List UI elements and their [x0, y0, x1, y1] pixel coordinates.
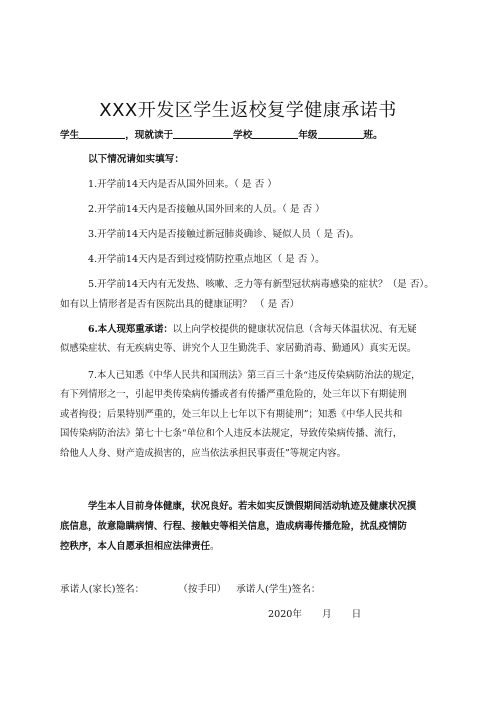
question-1: 1.开学前14天内是否从国外回来。（ 是 否 ）	[88, 179, 277, 190]
item-7-line5: 给他人人身、财产造成损害的，应当依法承担民事责任”等规定内容。	[60, 447, 347, 459]
grade-label: 年级	[298, 130, 318, 141]
item-6-line1: 以上向学校提供的健康状况信息（含每天体温状况、有无疑	[172, 324, 417, 335]
signature-line	[60, 581, 320, 595]
question-4: 4.开学前14天内是否到过疫情防控重点地区（ 是 否 ）。	[88, 254, 325, 265]
item-6-paragraph	[60, 320, 440, 359]
student-name-blank[interactable]	[79, 128, 125, 139]
commitment-paragraph	[60, 497, 440, 557]
item-6-lead: 6.本人现郑重承诺：	[88, 324, 173, 335]
current-school-label: ，现就读于	[125, 130, 174, 141]
question-3: 3.开学前14天内是否接触过新冠肺炎确诊、疑似人员（ 是 否)。	[88, 229, 360, 240]
fingerprint-label: （按手印）	[178, 584, 227, 595]
date-month: 月	[322, 609, 332, 620]
date-day: 日	[351, 609, 362, 620]
student-label: 学生	[60, 130, 80, 141]
grade-blank[interactable]	[252, 128, 298, 139]
commitment-line3: 控秩序，本人自愿承担相应法律责任	[60, 541, 211, 552]
item-6-line2: 似感染症状、有无疾病史等、讲究个人卫生勤洗手、家居勤消毒、勤通风）真实无误。	[60, 343, 417, 355]
item-7-paragraph	[60, 366, 440, 463]
document-title: XXX开发区学生返校复学健康承诺书	[99, 100, 397, 121]
question-5-line2: 如有以上情形者是否有医院出具的健康证明？ （ 是 否）	[60, 299, 300, 310]
school-name-blank[interactable]	[173, 128, 233, 139]
fill-instructions: 以下情况请如实填写：	[88, 154, 184, 165]
student-info-line	[60, 128, 440, 142]
commitment-line1: 学生本人目前身体健康，状况良好。若未如实反馈假期间活动轨迹及健康状况摸	[88, 501, 417, 512]
item-7-line4: 国传染病防治法》第七十七条“单位和个人违反本法规定，导致传染病传播、流行，	[60, 428, 403, 440]
commitment-line3-end: 。	[210, 541, 220, 552]
student-signature-label: 承诺人(学生)签名：	[236, 584, 321, 595]
class-blank[interactable]	[318, 128, 364, 139]
school-label: 学校	[233, 130, 253, 141]
item-7-line1: 7.本人已知悉《中华人民共和国刑法》第三百三十条“违反传染病防治法的规定，	[88, 370, 421, 381]
parent-signature-label: 承诺人(家长)签名：	[60, 584, 145, 595]
item-7-line2: 有下列情形之一，引起甲类传染病传播或者有传播严重危险的，处三年以下有期徒刑	[60, 389, 407, 401]
commitment-line2: 底信息，故意隐瞒病情、行程、接触史等相关信息，造成病毒传播危险，扰乱疫情防	[60, 521, 407, 532]
date-year: 2020年	[268, 609, 303, 620]
question-2: 2.开学前14天内是否接触从国外回来的人员。（ 是 否 ）	[88, 204, 325, 215]
date-line	[268, 606, 361, 620]
class-label: 班。	[363, 130, 383, 141]
item-7-line3: 或者拘役；后果特别严重的，处三年以上七年以下有期徒刑”；知悉《中华人民共和	[60, 408, 403, 420]
question-5-line1: 5.开学前14天内有无发热、咳嗽、乏力等有新型冠状病毒感染的症状？（是 否）。	[88, 279, 434, 290]
